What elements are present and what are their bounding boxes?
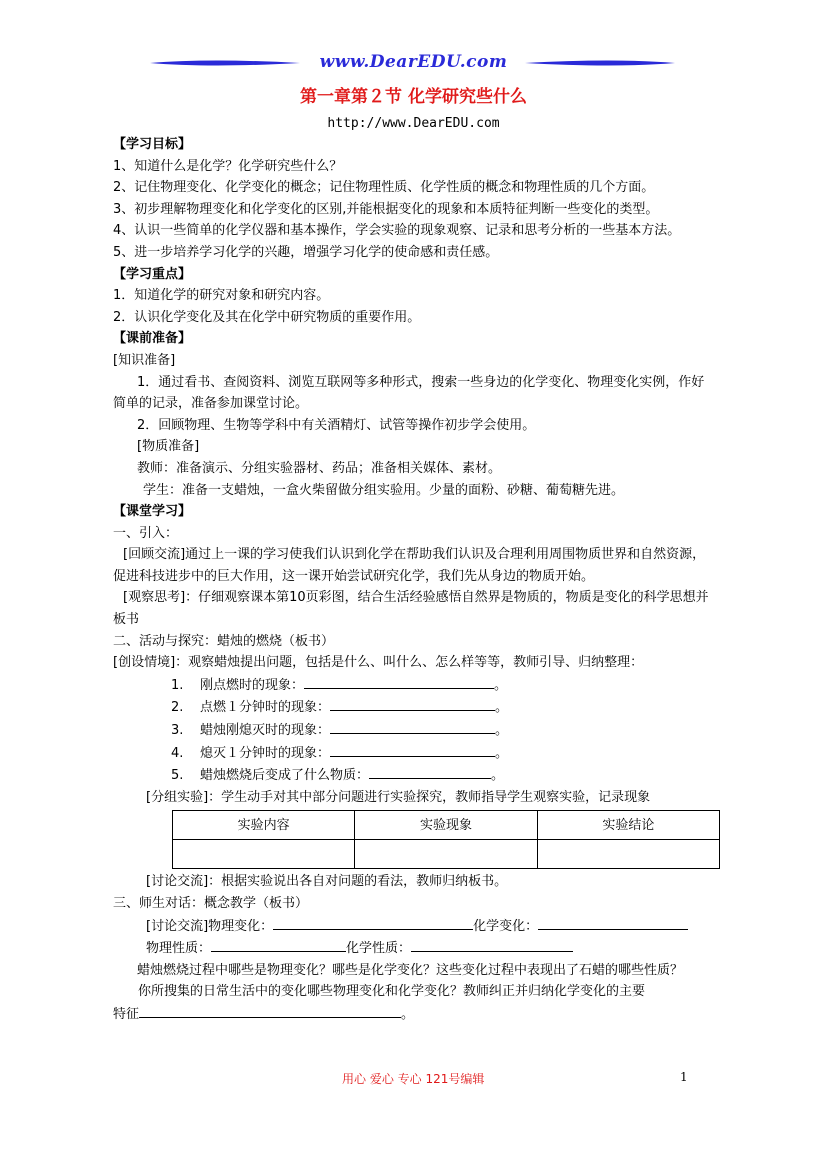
part1-title: 一、引入：	[113, 525, 179, 541]
answer-blank[interactable]	[330, 696, 495, 711]
teacher-prep: 教师：准备演示、分组实验器材、药品；准备相关媒体、素材。	[137, 460, 502, 476]
daily-question: 你所搜集的日常生活中的变化哪些物理变化和化学变化？教师纠正并归纳化学变化的主要	[138, 984, 646, 1000]
key-item: 1．知道化学的研究对象和研究内容。	[113, 288, 330, 304]
daily-question-cont: 特征 。	[113, 1003, 713, 1026]
table-cell[interactable]	[537, 840, 719, 869]
document-body	[113, 134, 713, 1026]
physical-property-blank[interactable]	[211, 937, 346, 952]
page-title: 第一章第２节 化学研究些什么	[300, 87, 527, 107]
knowledge-prep-item: 2．回顾物理、生物等学科中有关酒精灯、试管等操作初步学会使用。	[137, 417, 536, 433]
question-row: 1. 刚点燃时的现象： 。	[113, 674, 713, 697]
key-item: 2．认识化学变化及其在化学中研究物质的重要作用。	[113, 309, 421, 325]
concept-row-2: 物理性质： 化学性质：	[113, 937, 713, 960]
question-label: 点燃１分钟时的现象：	[200, 700, 331, 716]
question-number: 2.	[171, 700, 184, 716]
answer-blank[interactable]	[330, 742, 495, 757]
question-row: 5. 蜡烛燃烧后变成了什么物质： 。	[113, 764, 713, 787]
answer-blank[interactable]	[304, 674, 494, 689]
question-number: 4.	[171, 745, 184, 761]
goal-item: 2、记住物理变化、化学变化的概念；记住物理性质、化学性质的概念和物理性质的几个方面。	[113, 180, 655, 196]
footer-text: 用心 爱心 专心 121号编辑	[342, 1072, 485, 1086]
knowledge-prep-label: [知识准备]	[113, 352, 176, 368]
material-prep-label: [物质准备]	[137, 439, 200, 455]
site-logo: www.DearEDU.com	[319, 52, 508, 72]
goal-item: 4、认识一些简单的化学仪器和基本操作，学会实验的现象观察、记录和思考分析的一些基本方法。	[113, 223, 681, 239]
table-header-cell: 实验结论	[537, 811, 719, 840]
question-row: 2. 点燃１分钟时的现象： 。	[113, 696, 713, 719]
experiment-table	[172, 810, 720, 869]
group-experiment: [分组实验]：学生动手对其中部分问题进行实验探究，教师指导学生观察实验，记录现象	[146, 789, 651, 805]
question-number: 1.	[171, 677, 184, 693]
observe-paragraph: [观察思考]：仔细观察课本第10页彩图，结合生活经验感悟自然界是物质的，物质是变化的科学思想并板书	[113, 590, 709, 628]
review-paragraph: [回顾交流]通过上一课的学习使我们认识到化学在帮助我们认识及合理利用周围物质世界和自然资源，促进科技进步中的巨大作用，这一课开始尝试研究化学，我们先从身边的物质开始。	[113, 547, 706, 584]
question-label: 刚点燃时的现象：	[200, 677, 305, 693]
part2-title: 二、活动与探究：蜡烛的燃烧（板书）	[113, 633, 335, 649]
goal-item: 3、初步理解物理变化和化学变化的区别,并能根据变化的现象和本质特征判断一些变化的类型。	[113, 201, 659, 217]
candle-question: 蜡烛燃烧过程中哪些是物理变化？哪些是化学变化？这些变化过程中表现出了石蜡的哪些性质？	[137, 962, 684, 978]
table-header-row	[173, 811, 720, 840]
prep-heading: 【课前准备】	[113, 331, 192, 347]
concept-row-1: [讨论交流]物理变化： 化学变化：	[113, 915, 713, 938]
class-heading: 【课堂学习】	[113, 504, 192, 520]
page-number: 1	[680, 1070, 688, 1084]
discussion-1: [讨论交流]：根据实验说出各自对问题的看法，教师归纳板书。	[146, 874, 508, 890]
question-row: 3. 蜡烛刚熄灭时的现象： 。	[113, 719, 713, 742]
part3-title: 三、师生对话：概念教学（板书）	[113, 896, 309, 911]
question-label: 蜡烛刚熄灭时的现象：	[200, 723, 331, 739]
goal-item: 1、知道什么是化学？化学研究些什么？	[113, 158, 343, 174]
scenario-paragraph: [创设情境]：观察蜡烛提出问题，包括是什么、叫什么、怎么样等等，教师引导、归纳整理：	[113, 655, 644, 671]
knowledge-prep-item: 1．通过看书、查阅资料、浏览互联网等多种形式，搜索一些身边的化学变化、物理变化实例，作好简单的记录，准备参加课堂讨论。	[113, 374, 705, 412]
chemical-change-blank[interactable]	[538, 915, 688, 930]
question-label: 熄灭１分钟时的现象：	[200, 745, 331, 761]
table-cell[interactable]	[355, 840, 537, 869]
question-label: 蜡烛燃烧后变成了什么物质：	[200, 768, 370, 784]
student-prep: 学生：准备一支蜡烛，一盒火柴留做分组实验用。少量的面粉、砂糖、葡萄糖先进。	[143, 482, 625, 498]
goals-heading: 【学习目标】	[113, 137, 192, 152]
chemical-property-blank[interactable]	[411, 937, 573, 952]
question-row: 4. 熄灭１分钟时的现象： 。	[113, 742, 713, 765]
feature-blank[interactable]	[139, 1003, 401, 1018]
site-url: http://www.DearEDU.com	[327, 116, 500, 131]
table-header-cell: 实验内容	[173, 811, 355, 840]
question-number: 5.	[171, 768, 184, 784]
physical-change-blank[interactable]	[273, 915, 473, 930]
table-header-cell: 实验现象	[355, 811, 537, 840]
table-cell[interactable]	[173, 840, 355, 869]
key-heading: 【学习重点】	[113, 266, 192, 282]
table-row	[173, 840, 720, 869]
answer-blank[interactable]	[330, 719, 495, 734]
answer-blank[interactable]	[369, 764, 491, 779]
goal-item: 5、进一步培养学习化学的兴趣，增强学习化学的使命感和责任感。	[113, 244, 499, 260]
question-number: 3.	[171, 723, 184, 739]
